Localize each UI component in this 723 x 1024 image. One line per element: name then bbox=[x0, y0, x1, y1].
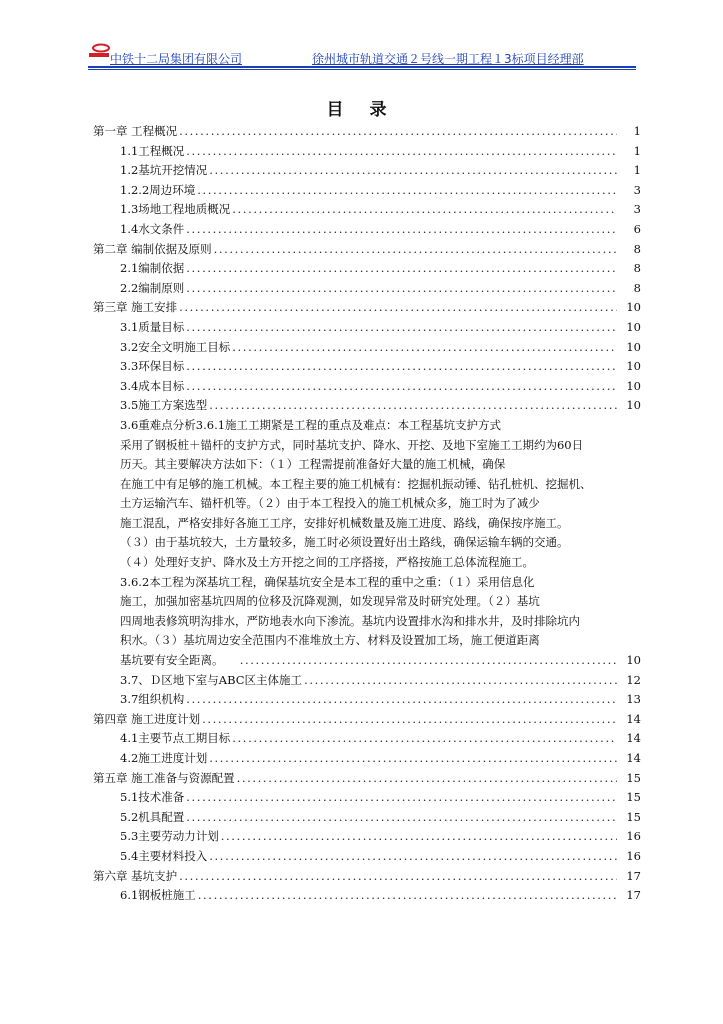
project-name: 徐州城市轨道交通２号线一期工程１3标项目经理部 bbox=[312, 52, 584, 66]
toc-entry-page: 15 bbox=[626, 770, 641, 785]
company-name: 中铁十二局集团有限公司 bbox=[110, 52, 243, 66]
toc-entry-page: 10 bbox=[626, 339, 641, 354]
toc-entry-label: 第一章 工程概况 bbox=[93, 124, 178, 138]
toc-leader-dots bbox=[240, 651, 617, 671]
toc-leader-dots bbox=[232, 729, 617, 749]
toc-entry-label: 1.3场地工程地质概况 bbox=[120, 202, 231, 217]
toc-entry[interactable] bbox=[93, 690, 641, 710]
toc-entry-page: 17 bbox=[626, 888, 641, 903]
para-text: 3.6重难点分析 bbox=[120, 417, 196, 432]
toc-entry-page: 8 bbox=[633, 280, 641, 295]
toc-leader-dots bbox=[221, 827, 617, 847]
toc-entry[interactable] bbox=[93, 220, 641, 240]
toc-entry-page: 16 bbox=[626, 829, 641, 844]
toc-entry[interactable] bbox=[93, 827, 641, 847]
toc-entry[interactable] bbox=[93, 847, 641, 867]
toc-entry[interactable] bbox=[93, 338, 641, 358]
toc-entry[interactable] bbox=[93, 651, 641, 671]
toc-leader-dots bbox=[186, 808, 617, 828]
toc-entry[interactable] bbox=[93, 357, 641, 377]
toc-entry-label: 4.2施工进度计划 bbox=[120, 751, 208, 765]
para-text: （２）基坑 bbox=[488, 594, 540, 609]
toc-entry[interactable] bbox=[93, 396, 641, 416]
toc-entry[interactable] bbox=[93, 729, 641, 749]
toc-leader-dots bbox=[186, 318, 617, 338]
toc-entry-label: 第五章 施工准备与资源配置 bbox=[93, 770, 235, 785]
para-text: （１）工程需提前准备好大量的施工机械，确保 bbox=[269, 457, 506, 472]
toc-entry[interactable] bbox=[93, 886, 641, 906]
toc-entry-page: 12 bbox=[626, 672, 641, 687]
toc-entry-label: 1.1工程概况 bbox=[120, 143, 185, 158]
toc-entry-label: 3.5施工方案选型 bbox=[120, 398, 208, 413]
toc-entry-page: 10 bbox=[626, 319, 641, 334]
toc-entry-page: 10 bbox=[626, 300, 641, 315]
toc-leader-dots bbox=[197, 181, 617, 201]
toc-entry[interactable] bbox=[93, 788, 641, 808]
toc-entry[interactable] bbox=[93, 769, 641, 789]
table-of-contents bbox=[93, 122, 641, 906]
para-text: 四周地表修筑明沟排水，严防地表水向下渗流。基坑内设置排水沟和排水井，及时排除坑内 bbox=[120, 613, 580, 628]
para-text: 采用了钢板桩＋锚杆的支护方式，同时基坑支护、降水、开挖、及地下室施工工期约为60日 bbox=[120, 437, 584, 452]
toc-entry-page: 16 bbox=[626, 848, 641, 863]
toc-entry-page: 14 bbox=[626, 711, 641, 726]
toc-leader-dots bbox=[209, 161, 617, 181]
toc-leader-dots bbox=[232, 200, 617, 220]
toc-section-bottom bbox=[93, 671, 641, 906]
toc-entry[interactable] bbox=[93, 259, 641, 279]
toc-entry-label: 3.7组织机构 bbox=[120, 692, 185, 707]
toc-leader-dots bbox=[214, 240, 617, 260]
toc-leader-dots bbox=[179, 122, 617, 142]
toc-entry[interactable] bbox=[93, 279, 641, 299]
para-text: （１）采用信息化 bbox=[448, 574, 535, 589]
para-text: 积水。 bbox=[120, 633, 155, 648]
toc-entry[interactable] bbox=[93, 749, 641, 769]
toc-entry-page: 15 bbox=[626, 809, 641, 824]
toc-entry-page: 17 bbox=[626, 868, 641, 883]
toc-entry-label: 6.1钢板桩施工 bbox=[120, 888, 196, 903]
toc-entry[interactable] bbox=[93, 200, 641, 220]
toc-leader-dots bbox=[186, 690, 617, 710]
toc-entry-page: 14 bbox=[626, 731, 641, 746]
toc-entry-page: 6 bbox=[633, 221, 641, 236]
toc-entry-page: 8 bbox=[633, 241, 641, 256]
para-text: 施工混乱，严格安排好各施工工序，安排好机械数量及施工进度、路线，确保按序施工。 bbox=[120, 515, 569, 530]
toc-leader-dots bbox=[209, 396, 617, 416]
toc-entry-page: 15 bbox=[626, 790, 641, 805]
toc-entry-label: 5.3主要劳动力计划 bbox=[120, 829, 219, 844]
toc-entry-page: 8 bbox=[633, 261, 641, 276]
para-text: （４）处理好支护、降水及土方开挖之间的工序搭接，严格按施工总体流程施工。 bbox=[120, 555, 534, 570]
toc-entry[interactable] bbox=[93, 867, 641, 887]
toc-entry[interactable] bbox=[93, 377, 641, 397]
toc-leader-dots bbox=[186, 142, 617, 162]
toc-entry[interactable] bbox=[93, 710, 641, 730]
toc-entry-page: 1 bbox=[633, 163, 641, 178]
toc-entry-page: 1 bbox=[633, 143, 641, 158]
toc-entry-label: 4.1主要节点工期目标 bbox=[120, 731, 231, 746]
toc-leader-dots bbox=[186, 357, 617, 377]
toc-entry-label: 基坑要有安全距离。 bbox=[120, 653, 224, 668]
toc-entry-label: 3.2安全文明施工目标 bbox=[120, 339, 231, 354]
toc-entry-label: 1.2.2周边环境 bbox=[120, 182, 196, 197]
toc-entry-label: 5.4主要材料投入 bbox=[120, 848, 208, 863]
para-text: 3.6.2本工程为深基坑工程，确保基坑安全是本工程的重中之重： bbox=[120, 574, 449, 589]
toc-entry-page: 14 bbox=[626, 751, 641, 765]
toc-leader-dots bbox=[232, 338, 617, 358]
toc-entry-label: 1.2基坑开挖情况 bbox=[120, 163, 208, 178]
toc-entry-label: 2.1编制依据 bbox=[120, 261, 185, 276]
para-text: 3.6.1施工工期紧是工程的重点及难点： bbox=[195, 417, 398, 432]
para-text: 本工程基坑支护方式 bbox=[397, 417, 502, 432]
toc-leader-dots bbox=[209, 847, 617, 867]
toc-entry-page: 10 bbox=[626, 653, 641, 668]
toc-entry-page: 10 bbox=[626, 378, 641, 393]
toc-entry-label: 第四章 施工进度计划 bbox=[93, 711, 201, 726]
toc-entry-label: 3.3环保目标 bbox=[120, 359, 185, 374]
toc-leader-dots bbox=[186, 259, 617, 279]
para-text: 施工，加强加密基坑四周的位移及沉降观测，如发现异常及时研究处理。 bbox=[120, 594, 488, 609]
para-text: 其主要解决方法如下： bbox=[154, 457, 270, 472]
toc-leader-dots bbox=[237, 769, 617, 789]
toc-entry-label: 2.2编制原则 bbox=[120, 280, 185, 295]
toc-entry-page: 10 bbox=[626, 398, 641, 413]
toc-entry[interactable] bbox=[93, 181, 641, 201]
toc-entry[interactable] bbox=[93, 808, 641, 828]
toc-entry-page: 13 bbox=[626, 692, 641, 707]
toc-entry[interactable] bbox=[93, 318, 641, 338]
header-rule-thin bbox=[88, 69, 636, 70]
toc-entry-label: 第三章 施工安排 bbox=[93, 300, 178, 315]
toc-leader-dots bbox=[186, 220, 617, 240]
toc-section-top bbox=[93, 122, 641, 416]
toc-leader-dots bbox=[186, 377, 617, 397]
toc-leader-dots bbox=[186, 788, 617, 808]
para-text: （３）基坑周边安全范围内不准堆放土方、材料及设置加工场，施工便道距离 bbox=[154, 633, 540, 648]
para-text: 历天。 bbox=[120, 457, 155, 472]
para-text: （３）由于基坑较大，土方量较多，施工时必须设置好出土路线，确保运输车辆的交通。 bbox=[120, 535, 569, 550]
toc-entry-label: 3.4成本目标 bbox=[120, 378, 185, 393]
toc-entry-page: 3 bbox=[633, 202, 641, 217]
para-text: （２）由于本工程投入的施工机械众多，施工时为了减少 bbox=[258, 496, 540, 511]
toc-entry-label: 5.2机具配置 bbox=[120, 809, 185, 824]
toc-entry-label: 第二章 编制依据及原则 bbox=[93, 241, 212, 256]
toc-entry-label: 3.7、Ｄ区地下室与ABC区主体施工 bbox=[120, 672, 303, 687]
toc-leader-dots bbox=[209, 749, 617, 769]
toc-entry-label: 1.4水文条件 bbox=[120, 221, 185, 236]
toc-entry[interactable] bbox=[93, 122, 641, 142]
toc-entry-label: 5.1技术准备 bbox=[120, 790, 185, 805]
toc-entry[interactable] bbox=[93, 298, 641, 318]
para-text: 土方运输汽车、锚杆机等。 bbox=[120, 496, 258, 511]
page-title: 目 录 bbox=[326, 100, 397, 120]
toc-entry[interactable] bbox=[93, 671, 641, 691]
toc-leader-dots bbox=[179, 298, 617, 318]
toc-entry[interactable] bbox=[93, 240, 641, 260]
toc-entry-label: 3.1质量目标 bbox=[120, 319, 185, 334]
toc-entry[interactable] bbox=[93, 142, 641, 162]
toc-leader-dots bbox=[186, 279, 617, 299]
toc-entry-page: 1 bbox=[633, 124, 641, 138]
toc-leader-dots bbox=[304, 671, 617, 691]
toc-paragraph-3-6 bbox=[93, 416, 641, 651]
toc-entry-label: 第六章 基坑支护 bbox=[93, 868, 178, 883]
toc-entry-page: 3 bbox=[633, 182, 641, 197]
toc-entry[interactable] bbox=[93, 161, 641, 181]
page-header bbox=[88, 40, 636, 66]
toc-leader-dots bbox=[202, 710, 617, 730]
header-rule bbox=[88, 66, 636, 68]
toc-leader-dots bbox=[179, 867, 617, 887]
toc-leader-dots bbox=[198, 886, 617, 906]
toc-entry-page: 10 bbox=[626, 359, 641, 374]
company-logo-icon bbox=[88, 42, 110, 60]
para-text: 在施工中有足够的施工机械。本工程主要的施工机械有：挖掘机振动锤、钻孔桩机、挖掘机、 bbox=[120, 476, 592, 491]
